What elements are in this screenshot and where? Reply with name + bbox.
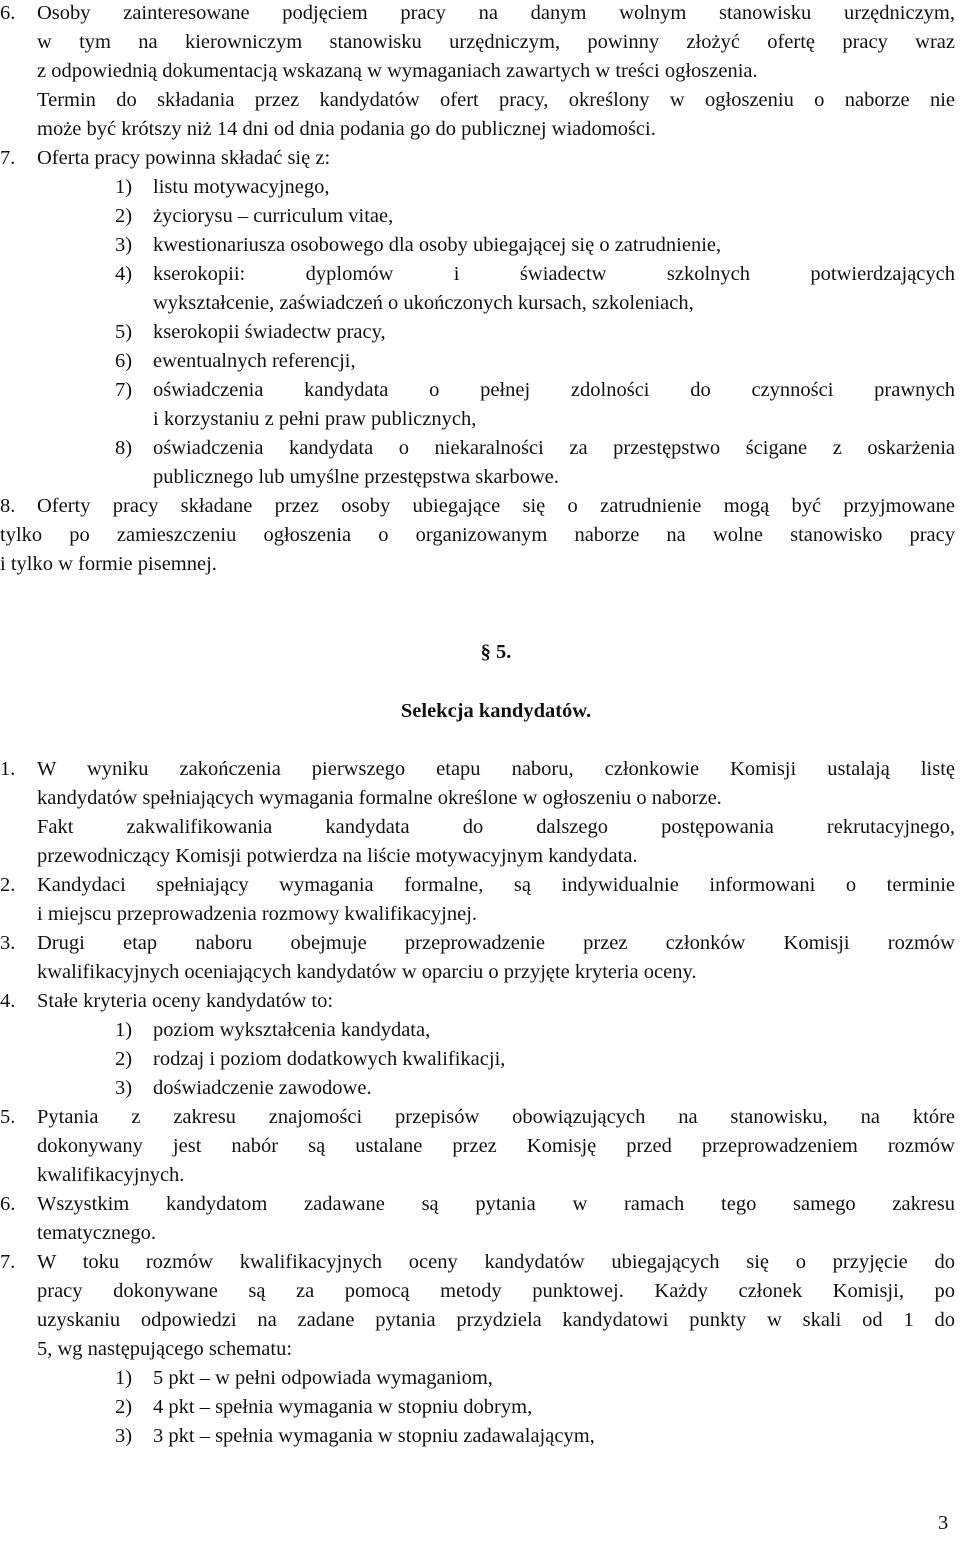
subitem-number: 1) [115,1367,133,1389]
item-number: 6. [0,2,16,24]
item-number: 7. [0,147,16,169]
subitem-number: 6) [115,350,133,372]
subitem-text: rodzaj i poziom dodatkowych kwalifikacji, [153,1048,506,1070]
item-text-line: Drugi etap naboru obejmuje przeprowadzenie przez członków Komisji rozmów [37,932,955,954]
item-text-line: może być krótszy niż 14 dni od dnia podania go do publicznej wiadomości. [37,118,656,140]
item-text-line: kwalifikacyjnych oceniających kandydatów w oparciu o przyjęte kryteria oceny. [37,961,697,983]
subitem-text: kwestionariusza osobowego dla osoby ubiegającej się o zatrudnienie, [153,234,722,256]
item-text-line: dokonywany jest nabór są ustalane przez Komisję przed przeprowadzeniem rozmów [37,1135,955,1157]
item-text-line: uzyskaniu odpowiedzi na zadane pytania przydziela kandydatowi punkty w skali od 1 do [37,1309,955,1331]
item-text-line: tematycznego. [37,1222,156,1244]
subitem-number: 2) [115,205,133,227]
item-text-line: Fakt zakwalifikowania kandydata do dalszego postępowania rekrutacyjnego, [37,816,955,838]
section-number: § 5. [480,641,512,663]
item-text-line: kwalifikacyjnych. [37,1164,185,1186]
subitem-number: 3) [115,1425,133,1447]
subitem-number: 8) [115,437,133,459]
item-number: 6. [0,1193,16,1215]
item-text-line: W toku rozmów kwalifikacyjnych oceny kandydatów ubiegających się o przyjęcie do [37,1251,955,1273]
item-text-line: w tym na kierowniczym stanowisku urzędniczym, powinny złożyć ofertę pracy wraz [37,31,955,53]
subitem-text: listu motywacyjnego, [153,176,330,198]
item-text-line: 5, wg następującego schematu: [37,1338,293,1360]
subitem-text: oświadczenia kandydata o pełnej zdolności do czynności prawnych [153,379,955,401]
item-intro: Oferta pracy powinna składać się z: [37,147,331,169]
subitem-text: życiorysu – curriculum vitae, [153,205,394,227]
item-text-line: i miejscu przeprowadzenia rozmowy kwalifikacyjnej. [37,903,478,925]
item-intro: Stałe kryteria oceny kandydatów to: [37,990,334,1012]
item-text-line: przewodniczący Komisji potwierdza na liście motywacyjnym kandydata. [37,845,638,867]
item-number: 8. [0,495,16,517]
subitem-number: 2) [115,1396,133,1418]
section-title: Selekcja kandydatów. [400,700,592,722]
item-text-line: z odpowiednią dokumentacją wskazaną w wymaganiach zawartych w treści ogłoszenia. [37,60,758,82]
subitem-text: 3 pkt – spełnia wymagania w stopniu zadawalającym, [153,1425,595,1447]
subitem-text: i korzystaniu z pełni praw publicznych, [153,408,477,430]
item-text-line: W wyniku zakończenia pierwszego etapu naboru, członkowie Komisji ustalają listę [37,758,955,780]
item-text-line: Oferty pracy składane przez osoby ubiegające się o zatrudnienie mogą być przyjmowane [37,495,955,517]
subitem-number: 1) [115,1019,133,1041]
subitem-number: 7) [115,379,133,401]
item-text-line: i tylko w formie pisemnej. [0,553,217,575]
item-number: 4. [0,990,16,1012]
subitem-text: kserokopii: dyplomów i świadectw szkolnych potwierdzających [153,263,955,285]
subitem-text: doświadczenie zawodowe. [153,1077,372,1099]
item-number: 7. [0,1251,16,1273]
item-text-line: Termin do składania przez kandydatów ofert pracy, określony w ogłoszeniu o naborze nie [37,89,955,111]
subitem-number: 3) [115,234,133,256]
item-text-line: pracy dokonywane są za pomocą metody punktowej. Każdy członek Komisji, po [37,1280,955,1302]
subitem-text: poziom wykształcenia kandydata, [153,1019,431,1041]
item-number: 2. [0,874,16,896]
subitem-text: oświadczenia kandydata o niekaralności za przestępstwo ścigane z oskarżenia [153,437,955,459]
item-text-line: tylko po zamieszczeniu ogłoszenia o organizowanym naborze na wolne stanowisko pracy [0,524,955,546]
subitem-number: 2) [115,1048,133,1070]
subitem-text: 4 pkt – spełnia wymagania w stopniu dobrym, [153,1396,533,1418]
subitem-text: publicznego lub umyślne przestępstwa skarbowe. [153,466,559,488]
subitem-text: ewentualnych referencji, [153,350,356,372]
item-text-line: kandydatów spełniających wymagania formalne określone w ogłoszeniu o naborze. [37,787,722,809]
item-text-line: Pytania z zakresu znajomości przepisów obowiązujących na stanowisku, na które [37,1106,955,1128]
subitem-text: kserokopii świadectw pracy, [153,321,386,343]
subitem-number: 1) [115,176,133,198]
subitem-number: 3) [115,1077,133,1099]
item-number: 3. [0,932,16,954]
item-text-line: Kandydaci spełniający wymagania formalne, są indywidualnie informowani o terminie [37,874,955,896]
subitem-number: 4) [115,263,133,285]
item-text-line: Wszystkim kandydatom zadawane są pytania w ramach tego samego zakresu [37,1193,955,1215]
subitem-text: 5 pkt – w pełni odpowiada wymaganiom, [153,1367,493,1389]
page-number: 3 [938,1512,949,1534]
item-number: 1. [0,758,16,780]
item-number: 5. [0,1106,16,1128]
subitem-number: 5) [115,321,133,343]
subitem-text: wykształcenie, zaświadczeń o ukończonych kursach, szkoleniach, [153,292,694,314]
item-text-line: Osoby zainteresowane podjęciem pracy na danym wolnym stanowisku urzędniczym, [37,2,955,24]
